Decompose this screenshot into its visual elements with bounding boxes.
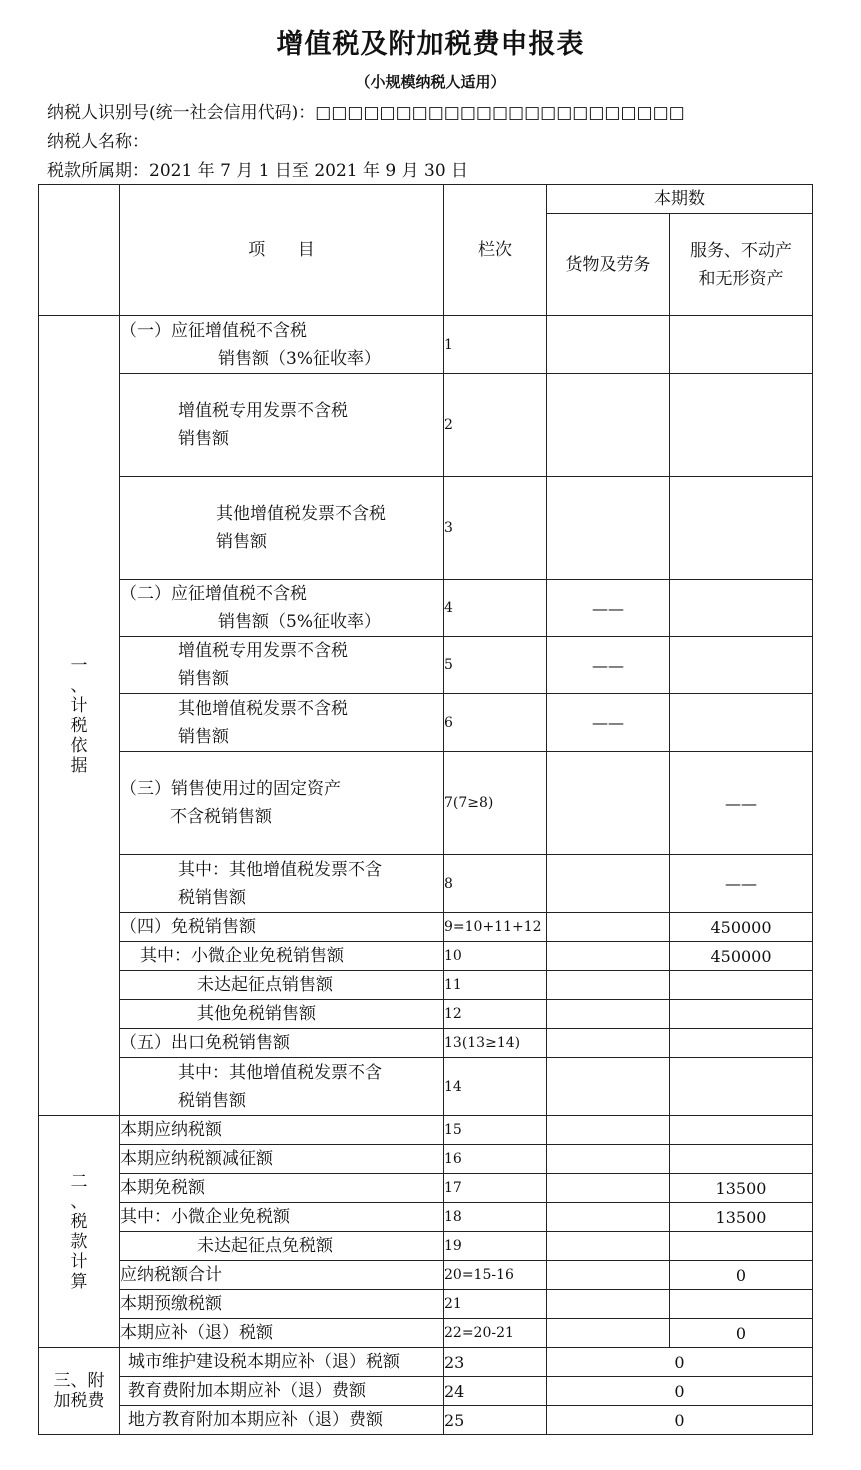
form-title: 增值税及附加税费申报表 (276, 29, 585, 60)
row-line: 4 (444, 580, 547, 637)
cell-goods[interactable] (547, 1290, 670, 1319)
surtax-line: 24 (444, 1377, 547, 1406)
header-services-line1: 服务、不动产 (690, 240, 792, 261)
cell-services[interactable] (670, 580, 813, 637)
cell-services[interactable]: 13500 (670, 1174, 813, 1203)
row-item: 本期预缴税额 (120, 1290, 444, 1319)
row-line: 10 (444, 942, 547, 971)
item-line2: 销售额 (216, 532, 267, 552)
cell-goods[interactable] (547, 1203, 670, 1232)
row-item (120, 694, 444, 752)
row-item: 未达起征点免税额 (120, 1232, 444, 1261)
cell-goods[interactable] (547, 1058, 670, 1116)
section-char: 、 (70, 675, 88, 696)
section-char: 算 (70, 1271, 88, 1292)
row-line: 6 (444, 694, 547, 752)
row-item: 本期应纳税额减征额 (120, 1145, 444, 1174)
row-item: （四）免税销售额 (120, 913, 444, 942)
section-char: 税 (70, 1211, 88, 1232)
item-line1: 增值税专用发票不含税 (178, 401, 348, 421)
row-item: （五）出口免税销售额 (120, 1029, 444, 1058)
item-line1: （一）应征增值税不含税 (120, 320, 307, 341)
surtax-item: 教育费附加本期应补（退）费额 (120, 1377, 444, 1406)
cell-services[interactable] (670, 971, 813, 1000)
section-line: 加税费 (53, 1391, 105, 1411)
row-line: 22=20-21 (444, 1319, 547, 1348)
row-line: 17 (444, 1174, 547, 1203)
cell-goods[interactable] (547, 477, 670, 580)
row-line: 15 (444, 1116, 547, 1145)
cell-services[interactable]: 13500 (670, 1203, 813, 1232)
cell-services[interactable]: 0 (670, 1319, 813, 1348)
corner-cell (39, 185, 120, 316)
surtax-line: 25 (444, 1406, 547, 1435)
item-line1: 增值税专用发票不含税 (178, 641, 348, 661)
row-item: 本期应纳税额 (120, 1116, 444, 1145)
section-char: 款 (70, 1231, 88, 1252)
surtax-item: 地方教育附加本期应补（退）费额 (120, 1406, 444, 1435)
surtax-value[interactable]: 0 (547, 1406, 813, 1435)
item-line2: 不含税销售额 (170, 807, 272, 827)
row-line: 9=10+11+12 (444, 913, 547, 942)
surtax-line: 23 (444, 1348, 547, 1377)
cell-services[interactable] (670, 637, 813, 694)
cell-goods[interactable] (547, 1232, 670, 1261)
row-line: 11 (444, 971, 547, 1000)
cell-services[interactable] (670, 1290, 813, 1319)
header-goods: 货物及劳务 (547, 214, 670, 316)
row-line: 20=15-16 (444, 1261, 547, 1290)
row-item (120, 316, 444, 374)
cell-goods[interactable] (547, 316, 670, 374)
taxpayer-name-label: 纳税人名称： (47, 132, 149, 152)
row-item: 其他免税销售额 (120, 1000, 444, 1029)
row-item: 其中：小微企业免税销售额 (120, 942, 444, 971)
row-line: 14 (444, 1058, 547, 1116)
form-subtitle: （小规模纳税人适用） (355, 73, 506, 91)
item-line2: 销售额（3%征收率） (218, 348, 381, 369)
cell-goods[interactable] (547, 971, 670, 1000)
row-item (120, 374, 444, 477)
section-char: 计 (70, 695, 88, 716)
surtax-value[interactable]: 0 (547, 1348, 813, 1377)
item-line2: 税销售额 (178, 1090, 246, 1111)
row-item: 未达起征点销售额 (120, 971, 444, 1000)
cell-goods[interactable] (547, 855, 670, 913)
row-line: 13(13≥14) (444, 1029, 547, 1058)
cell-goods[interactable]: —— (547, 694, 670, 752)
cell-services[interactable]: 450000 (670, 942, 813, 971)
cell-goods[interactable]: —— (547, 580, 670, 637)
taxpayer-id-row (47, 98, 685, 123)
section-line: 三、附 (53, 1371, 105, 1391)
cell-services[interactable] (670, 1116, 813, 1145)
cell-services[interactable] (670, 1058, 813, 1116)
cell-services[interactable] (670, 1000, 813, 1029)
cell-services[interactable]: 450000 (670, 913, 813, 942)
row-item: 本期应补（退）税额 (120, 1319, 444, 1348)
cell-goods[interactable] (547, 1145, 670, 1174)
surtax-value[interactable]: 0 (547, 1377, 813, 1406)
item-line2: 销售额 (178, 669, 229, 689)
row-line: 12 (444, 1000, 547, 1029)
row-line: 16 (444, 1145, 547, 1174)
section-char: 二 (70, 1171, 88, 1192)
item-line1: 其他增值税发票不含税 (216, 504, 386, 524)
item-line1: 其中：其他增值税发票不含 (178, 859, 382, 880)
surtax-item: 城市维护建设税本期应补（退）税额 (120, 1348, 444, 1377)
row-line: 7(7≥8) (444, 752, 547, 855)
item-line2: 税销售额 (178, 887, 246, 908)
item-line1: （二）应征增值税不含税 (120, 584, 307, 604)
row-line: 18 (444, 1203, 547, 1232)
cell-goods[interactable] (547, 1174, 670, 1203)
row-item (120, 637, 444, 694)
row-line: 1 (444, 316, 547, 374)
cell-goods[interactable] (547, 752, 670, 855)
cell-goods[interactable] (547, 1029, 670, 1058)
item-line2: 销售额 (178, 429, 229, 449)
cell-services[interactable]: —— (670, 855, 813, 913)
section-char: 计 (70, 1251, 88, 1272)
section-char: 一 (70, 655, 88, 676)
row-item (120, 1058, 444, 1116)
header-services-line2: 和无形资产 (698, 268, 784, 289)
cell-goods[interactable] (547, 942, 670, 971)
cell-goods[interactable] (547, 1319, 670, 1348)
row-item (120, 580, 444, 637)
row-item (120, 752, 444, 855)
cell-services[interactable] (670, 694, 813, 752)
item-line1: 其中：其他增值税发票不含 (178, 1062, 382, 1083)
item-line2: 销售额（5%征收率） (218, 612, 381, 632)
section-tax-basis (39, 316, 120, 1116)
header-services (670, 214, 813, 316)
section-char: 据 (70, 755, 88, 776)
row-item (120, 477, 444, 580)
header-current-period: 本期数 (547, 185, 813, 214)
tax-period: 税款所属期：2021 年 7 月 1 日至 2021 年 9 月 30 日 (47, 161, 469, 181)
item-line2: 销售额 (178, 726, 229, 747)
section-char: 税 (70, 715, 88, 736)
cell-goods[interactable] (547, 1116, 670, 1145)
cell-services[interactable]: —— (670, 752, 813, 855)
row-item: 其中：小微企业免税额 (120, 1203, 444, 1232)
row-item: 本期免税额 (120, 1174, 444, 1203)
taxpayer-id-boxes[interactable]: □□□□□□□□□□□□□□□□□□□□□□□ (315, 103, 685, 123)
row-line: 5 (444, 637, 547, 694)
section-char: 、 (70, 1191, 88, 1212)
header-item: 项 目 (120, 185, 444, 316)
cell-goods[interactable] (547, 1000, 670, 1029)
row-line: 2 (444, 374, 547, 477)
row-line: 8 (444, 855, 547, 913)
header-line: 栏次 (444, 185, 547, 316)
cell-services[interactable] (670, 316, 813, 374)
row-line: 19 (444, 1232, 547, 1261)
cell-services[interactable]: 0 (670, 1261, 813, 1290)
section-surtax (39, 1348, 120, 1435)
taxpayer-id-label: 纳税人识别号(统一社会信用代码)： (47, 103, 316, 123)
cell-services[interactable] (670, 477, 813, 580)
cell-services[interactable] (670, 1145, 813, 1174)
cell-services[interactable] (670, 374, 813, 477)
row-line: 3 (444, 477, 547, 580)
section-char: 依 (70, 735, 88, 756)
section-tax-calculation (39, 1116, 120, 1348)
row-line: 21 (444, 1290, 547, 1319)
cell-goods[interactable] (547, 1261, 670, 1290)
cell-services[interactable] (670, 1029, 813, 1058)
item-line1: （三）销售使用过的固定资产 (120, 779, 341, 799)
cell-services[interactable] (670, 1232, 813, 1261)
row-item (120, 855, 444, 913)
cell-goods[interactable] (547, 913, 670, 942)
declaration-table (38, 184, 813, 1435)
item-line1: 其他增值税发票不含税 (178, 698, 348, 719)
cell-goods[interactable] (547, 374, 670, 477)
row-item: 应纳税额合计 (120, 1261, 444, 1290)
cell-goods[interactable]: —— (547, 637, 670, 694)
